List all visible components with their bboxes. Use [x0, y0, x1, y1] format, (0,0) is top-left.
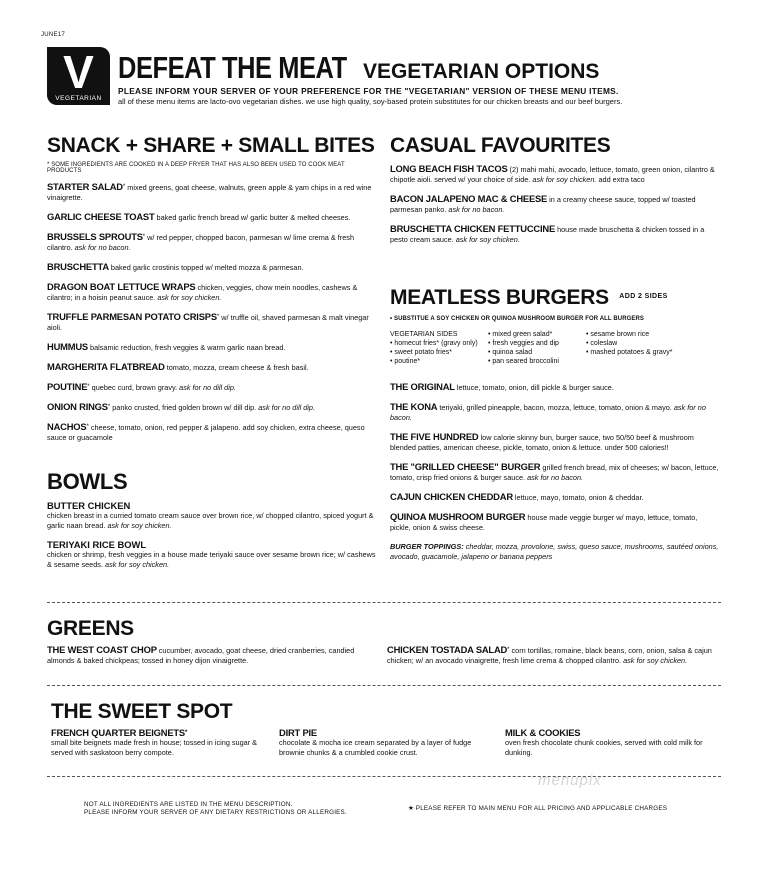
sides-col-3: [586, 330, 673, 357]
menu-item: [390, 462, 720, 483]
item-name: [505, 728, 715, 738]
menu-item: [47, 282, 377, 303]
header-description: all of these menu items are lacto-ovo vegetarian dishes. we use high quality, soy-based protein substitutes for our chicken breasts and our beef burgers.: [118, 97, 623, 106]
item-substitution-note: ask for soy chicken.: [532, 175, 597, 184]
footer-line-2: PLEASE INFORM YOUR SERVER OF ANY DIETARY RESTRICTIONS OR ALLERGIES.: [84, 809, 347, 816]
sides-list: [390, 330, 720, 374]
side-item: • pan seared broccolini: [488, 358, 559, 365]
side-item: • poutine*: [390, 358, 421, 365]
toppings-text: cheddar, mozza, provolone, swiss, queso sauce, mushrooms, sautéed onions, avocado, guacamole, jalapeno or banana peppers: [390, 542, 719, 561]
item-description: teriyaki, grilled pineapple, bacon, mozza, lettuce, tomato, onion & mayo.: [439, 403, 672, 412]
side-item: • sweet potato fries*: [390, 349, 452, 356]
toppings-label: BURGER TOPPINGS:: [390, 542, 464, 551]
page-title: [118, 50, 599, 86]
snack-list: [47, 182, 377, 443]
vegetarian-logo: [47, 47, 110, 105]
item-name: DRAGON BOAT LETTUCE WRAPS: [47, 281, 196, 292]
greens-list: [47, 645, 721, 681]
item-substitution-note: ask for no bacon.: [390, 403, 706, 422]
item-description: cheese, tomato, onion, red pepper & jalapeno. add soy chicken, extra cheese, queso sauce or guacamole: [47, 423, 365, 442]
footer-pricing-note: ★ PLEASE REFER TO MAIN MENU FOR ALL PRICING AND APPLICABLE CHARGES: [408, 805, 668, 812]
sweet-list: [51, 728, 721, 768]
item-description: chicken or shrimp, fresh veggies in a house made teriyaki sauce over sesame brown rice; w/ cashews & sesame seeds.: [47, 550, 376, 569]
burgers-add-sides: ADD 2 SIDES: [619, 293, 668, 300]
logo-label: VEGETARIAN: [55, 95, 102, 102]
item-name: NACHOS: [47, 421, 87, 432]
item-description: baked garlic french bread w/ garlic butter & melted cheeses.: [156, 213, 351, 222]
menu-item: [390, 382, 720, 393]
side-item: • sesame brown rice: [586, 331, 650, 338]
item-name: STARTER SALAD: [47, 181, 123, 192]
casual-section: [390, 134, 720, 254]
star-marker: *: [107, 404, 111, 410]
menu-item: [390, 194, 720, 215]
item-name: BRUSCHETTA CHICKEN FETTUCCINE: [390, 223, 556, 234]
menu-item: [47, 422, 377, 443]
bowls-section: [47, 469, 377, 579]
item-description: house made bruschetta & chicken tossed in a pesto cream sauce.: [390, 225, 705, 244]
burgers-title: MEATLESS BURGERS: [390, 286, 609, 309]
item-description: lettuce, mayo, tomato, onion & cheddar.: [514, 493, 644, 502]
item-name: CHICKEN TOSTADA SALAD: [387, 644, 508, 655]
item-name: LONG BEACH FISH TACOS: [390, 163, 508, 174]
item-extra: add extra taco: [598, 175, 645, 184]
item-description: small bite beignets made fresh in house; tossed in icing sugar & served with saskatoon berry compote.: [51, 738, 258, 757]
item-description: house made veggie burger w/ mayo, lettuce, tomato, pickle, onion & swiss cheese.: [390, 513, 698, 532]
item-substitution-note: ask for no dill dip.: [258, 403, 316, 412]
casual-list: [390, 164, 720, 245]
item-name: HUMMUS: [47, 341, 88, 352]
menu-item: [47, 212, 377, 223]
item-substitution-note: ask for soy chicken.: [157, 293, 222, 302]
item-name: POUTINE: [47, 381, 88, 392]
menu-item: [390, 224, 720, 245]
item-substitution-note: ask for no dill dip.: [179, 383, 236, 392]
side-item: • coleslaw: [586, 340, 618, 347]
item-substitution-note: ask for no bacon.: [527, 473, 584, 482]
item-substitution-note: ask for soy chicken.: [455, 235, 520, 244]
menu-item: [47, 402, 377, 413]
item-name: BRUSCHETTA: [47, 261, 109, 272]
star-marker: *: [216, 314, 220, 320]
item-name: QUINOA MUSHROOM BURGER: [390, 511, 526, 522]
burgers-list: [390, 382, 720, 533]
item-substitution-note: ask for no bacon.: [74, 243, 131, 252]
item-name: CAJUN CHICKEN CHEDDAR: [390, 491, 513, 502]
menu-item: [390, 432, 720, 453]
side-item: • mashed potatoes & gravy*: [586, 349, 673, 356]
sides-col-2: [488, 330, 559, 366]
greens-title: GREENS: [47, 617, 134, 640]
item-description: balsamic reduction, fresh veggies & warm garlic naan bread.: [90, 343, 286, 352]
star-marker: *: [122, 184, 126, 190]
item-name: TERIYAKI RICE BOWL: [47, 539, 147, 550]
item-description: corn tortillas, romaine, black beans, corn, onion, salsa & cajun chicken; w/ an avocado vinaigrette, fresh lime crema & chopped cilantro.: [387, 646, 712, 665]
item-description: lettuce, tomato, onion, dill pickle & burger sauce.: [456, 383, 614, 392]
item-description: cucumber, avocado, goat cheese, dried cranberries, candied almonds & baked chickpeas; tossed in honey dijon vinaigrette.: [47, 646, 355, 665]
item-description: panko crusted, fried golden brown w/ dill dip.: [112, 403, 257, 412]
menu-item: [390, 402, 720, 423]
dessert-item: [51, 728, 261, 758]
item-name: THE "GRILLED CHEESE" BURGER: [390, 461, 541, 472]
side-item: • fresh veggies and dip: [488, 340, 559, 347]
item-name: [51, 728, 261, 738]
side-item: • homecut fries* (gravy only): [390, 340, 478, 347]
dessert-item: [279, 728, 489, 758]
item-name: THE FIVE HUNDRED: [390, 431, 479, 442]
watermark: menupix: [538, 772, 602, 789]
item-description: in a creamy cheese sauce, topped w/ toasted parmesan panko.: [390, 195, 696, 214]
menu-item: [47, 342, 377, 353]
sweet-section: [51, 700, 721, 768]
divider: [47, 685, 721, 686]
item-description: tomato, mozza, cream cheese & fresh basil.: [166, 363, 309, 372]
item-description: grilled french bread, mix of cheeses; w/ bacon, lettuce, tomato, crisp fried onions & burger sauce.: [390, 463, 719, 482]
item-name: GARLIC CHEESE TOAST: [47, 211, 155, 222]
menu-item: [47, 501, 377, 531]
burgers-note: • SUBSTITUE A SOY CHICKEN OR QUINOA MUSHROOM BURGER FOR ALL BURGERS: [390, 316, 645, 322]
divider: [47, 776, 721, 777]
item-name: TRUFFLE PARMESAN POTATO CRISPS: [47, 311, 217, 322]
menu-item: [47, 382, 377, 393]
header-notice: PLEASE INFORM YOUR SERVER OF YOUR PREFERENCE FOR THE "VEGETARIAN" VERSION OF THESE MENU ITEMS.: [118, 86, 619, 96]
item-name: [279, 728, 489, 738]
item-name: ONION RINGS: [47, 401, 108, 412]
star-marker: *: [87, 384, 90, 390]
side-item: • quinoa salad: [488, 349, 533, 356]
star-marker: *: [86, 424, 89, 430]
item-description: mahi mahi, avocado, lettuce, tomato, green onion, cilantro & chipotle aioli. served w/ your choice of side.: [390, 165, 715, 184]
item-count: (2): [509, 165, 519, 174]
item-name-text: FRENCH QUARTER BEIGNETS: [51, 727, 185, 738]
title-main: DEFEAT THE MEAT: [118, 50, 347, 85]
item-name: BUTTER CHICKEN: [47, 500, 131, 511]
bowls-title: BOWLS: [47, 469, 128, 494]
burger-toppings: [390, 542, 720, 562]
footer-line-1: NOT ALL INGREDIENTS ARE LISTED IN THE MENU DESCRIPTION.: [84, 801, 293, 808]
item-name: BRUSSELS SPROUTS: [47, 231, 143, 242]
dessert-item: [505, 728, 715, 758]
item-name: MARGHERITA FLATBREAD: [47, 361, 165, 372]
item-name: BACON JALAPENO MAC & CHEESE: [390, 193, 548, 204]
item-name: THE ORIGINAL: [390, 381, 455, 392]
logo-letter: V: [63, 46, 94, 98]
footer-disclaimer: [84, 801, 347, 817]
item-name: THE KONA: [390, 401, 438, 412]
item-description: oven fresh chocolate chunk cookies, served with cold milk for dunking.: [505, 738, 703, 757]
item-description: chicken breast in a curried tomato cream sauce over brown rice, w/ chopped cilantro, spiced yogurt & garlic naan bread.: [47, 511, 374, 530]
item-description: low calorie skinny bun, burger sauce, two 50/50 beef & mushroom blended patties, american cheese, pickle, tomato, onion & lettuce. under 500 calories!!: [390, 433, 694, 452]
casual-title: CASUAL FAVOURITES: [390, 134, 611, 157]
item-name-text: MILK & COOKIES: [505, 727, 581, 738]
menu-date: JUNE17: [41, 32, 66, 38]
sides-title: VEGETARIAN SIDES: [390, 331, 458, 338]
title-sub: VEGETARIAN OPTIONS: [362, 60, 600, 83]
item-description: baked garlic crostinis topped w/ melted mozza & parmesan.: [110, 263, 304, 272]
item-description: w/ red pepper, chopped bacon, parmesan w/ lime crema & fresh cilantro.: [47, 233, 355, 252]
item-name-text: DIRT PIE: [279, 727, 317, 738]
star-marker: *: [142, 234, 146, 240]
item-description: chocolate & mocha ice cream separated by a layer of fudge brownie chunks & a crumbled cookie crust.: [279, 738, 472, 757]
item-description: chicken, veggies, chow mein noodles, cashews & cilantro; in a hoisin peanut sauce.: [47, 283, 358, 302]
snack-section: [47, 134, 377, 452]
snack-title: SNACK + SHARE + SMALL BITES: [47, 134, 375, 157]
snack-note: * SOME INGREDIENTS ARE COOKED IN A DEEP FRYER THAT HAS ALSO BEEN USED TO COOK MEAT PRODUCTS: [47, 162, 345, 174]
item-substitution-note: ask for no bacon.: [448, 205, 505, 214]
item-description: w/ truffle oil, shaved parmesan & malt vinegar aioli.: [47, 313, 369, 332]
menu-item: [47, 262, 377, 273]
menu-item: [47, 182, 377, 203]
side-item: • mixed green salad*: [488, 331, 553, 338]
menu-item: [47, 312, 377, 333]
star-marker: *: [507, 647, 510, 653]
menu-item: [47, 540, 377, 570]
menu-item: [47, 645, 375, 666]
sides-col-1: [390, 330, 478, 366]
item-substitution-note: ask for soy chicken.: [105, 560, 170, 569]
greens-section: [47, 617, 721, 681]
star-marker: *: [184, 730, 188, 736]
menu-item: [47, 232, 377, 253]
item-description: mixed greens, goat cheese, walnuts, green apple & yam chips in a red wine vinaigrette.: [47, 183, 372, 202]
item-substitution-note: ask for soy chicken.: [107, 521, 172, 530]
menu-item: [390, 512, 720, 533]
item-description: quebec curd, brown gravy.: [91, 383, 178, 392]
menu-item: [390, 164, 720, 185]
item-name: THE WEST COAST CHOP: [47, 644, 157, 655]
menu-item: [47, 362, 377, 373]
item-substitution-note: ask for soy chicken.: [623, 656, 688, 665]
menu-item: [387, 645, 715, 666]
sweet-title: THE SWEET SPOT: [51, 700, 233, 723]
divider: [47, 602, 721, 603]
burgers-section: [390, 286, 720, 571]
bowls-list: [47, 501, 377, 570]
menu-item: [390, 492, 720, 503]
